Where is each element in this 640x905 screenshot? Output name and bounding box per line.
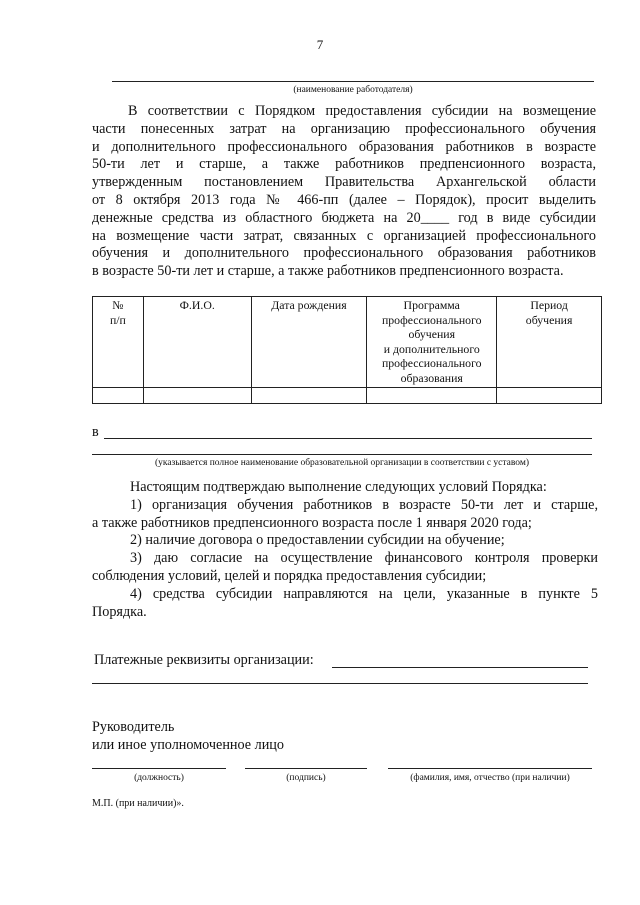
intro-line: и дополнительного профессионального образования работников в возрасте	[92, 138, 596, 155]
signatory-title: Руководитель	[92, 719, 175, 735]
table-cell[interactable]	[497, 387, 602, 403]
position-caption: (должность)	[134, 773, 184, 783]
condition-1-cont: а также работников предпенсионного возраста после 1 января 2020 года;	[92, 514, 532, 531]
intro-line: на возмещение части затрат, связанных с организацией профессионального	[92, 227, 596, 244]
header-birth-date	[251, 297, 367, 388]
condition-4: 4) средства субсидии направляются на цели, указанные в пункте 5	[130, 585, 598, 602]
header-line: обучения	[525, 312, 573, 327]
org-name-line-2[interactable]	[92, 454, 592, 455]
table-cell[interactable]	[143, 387, 251, 403]
stamp-note: М.П. (при наличии)».	[92, 798, 184, 809]
header-line: п/п	[109, 312, 126, 327]
payment-line[interactable]	[332, 667, 588, 668]
intro-line: части понесенных затрат на организацию профессионального обучения	[92, 120, 596, 137]
header-line: Ф.И.О.	[179, 298, 215, 312]
signatory-title-2: или иное уполномоченное лицо	[92, 737, 284, 753]
name-caption: (фамилия, имя, отчество (при наличии)	[410, 773, 570, 783]
payment-line-2[interactable]	[92, 683, 588, 684]
table-cell[interactable]	[251, 387, 367, 403]
intro-line: утвержденным постановлением Правительства Архангельской области	[92, 174, 596, 191]
intro-line: обучения и дополнительного профессионального образования работников	[92, 245, 596, 262]
name-line[interactable]	[388, 768, 592, 769]
table-cell[interactable]	[93, 387, 144, 403]
signature-line[interactable]	[245, 768, 367, 769]
org-prefix: в	[92, 424, 99, 440]
header-line: профессионального	[381, 312, 482, 327]
table-cell[interactable]	[367, 387, 497, 403]
header-period	[497, 297, 602, 388]
intro-line: 50-ти лет и старше, а также работников предпенсионного возраста,	[92, 156, 596, 173]
intro-line: от 8 октября 2013 года № 466-пп (далее – Порядок), просит выделить	[92, 191, 596, 208]
condition-1: 1) организация обучения работников в возрасте 50-ти лет и старше,	[130, 496, 598, 513]
table-row	[93, 387, 602, 403]
signature-caption: (подпись)	[286, 773, 326, 783]
condition-3: 3) даю согласие на осуществление финансового контроля проверки	[130, 550, 598, 567]
confirmations	[92, 479, 598, 621]
intro-line: В соответствии с Порядком предоставления субсидии на возмещение	[128, 103, 596, 119]
payment-label: Платежные реквизиты организации:	[94, 652, 314, 668]
employer-caption: (наименование работодателя)	[293, 85, 413, 95]
header-line: и дополнительного	[383, 341, 480, 356]
header-line: образования	[400, 370, 463, 385]
header-number	[93, 297, 144, 388]
intro-line: денежные средства из областного бюджета на 20____ год в виде субсидии	[92, 209, 596, 226]
condition-2: 2) наличие договора о предоставлении субсидии на обучение;	[130, 532, 505, 549]
header-line: профессионального	[381, 356, 482, 371]
header-line: обучения	[408, 327, 456, 342]
header-program	[367, 297, 497, 388]
header-fio	[143, 297, 251, 388]
position-line[interactable]	[92, 768, 226, 769]
employer-name-line	[112, 81, 594, 82]
header-line: №	[112, 298, 124, 312]
header-line: Дата рождения	[271, 298, 347, 312]
intro-line: в возрасте 50-ти лет и старше, а также работников предпенсионного возраста.	[92, 263, 564, 280]
employees-table	[92, 296, 602, 404]
org-name-line[interactable]	[104, 438, 592, 439]
confirm-intro: Настоящим подтверждаю выполнение следующих условий Порядка:	[130, 479, 547, 495]
header-line: Программа	[403, 298, 460, 312]
intro-paragraph	[92, 103, 596, 281]
table-header-row	[93, 297, 602, 388]
page-number: 7	[316, 37, 324, 52]
org-caption: (указывается полное наименование образовательной организации в соответствии с уставом)	[154, 458, 530, 468]
condition-4-cont: Порядка.	[92, 603, 147, 620]
header-line: Период	[530, 298, 568, 312]
condition-3-cont: соблюдения условий, целей и порядка предоставления субсидии;	[92, 567, 487, 584]
